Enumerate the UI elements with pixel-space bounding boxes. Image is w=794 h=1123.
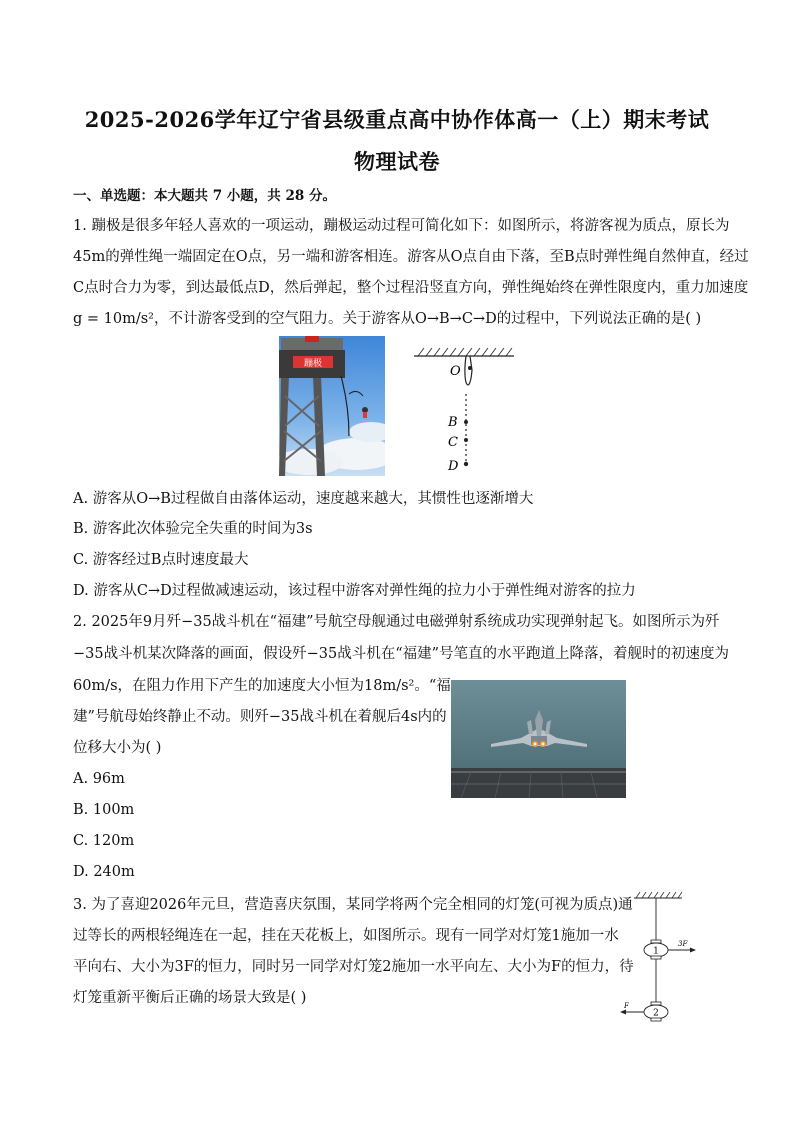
q3-line: 3. 为了喜迎2026年元旦，营造喜庆氛围，某同学将两个完全相同的灯笼(可视为质点)通: [73, 897, 633, 913]
q1-option-a: A. 游客从O→B过程做自由落体运动，速度越来越大，其惯性也逐渐增大: [73, 491, 534, 507]
q2-line: 位移大小为( ): [73, 740, 162, 756]
force-f-label: F: [624, 1002, 629, 1010]
q2-option-b: B. 100m: [73, 802, 135, 818]
point-o-label: O: [450, 364, 461, 379]
exam-title: 2025-2026学年辽宁省县级重点高中协作体高一（上）期末考试: [84, 107, 710, 132]
q2-option-d: D. 240m: [73, 864, 135, 880]
q3-line: 灯笼重新平衡后正确的场景大致是( ): [73, 990, 307, 1006]
point-c-label: C: [448, 435, 458, 450]
q2-line: 60m/s，在阻力作用下产生的加速度大小恒为18m/s²。“福: [73, 678, 451, 694]
point-b-label: B: [448, 415, 458, 430]
q1-line: 1. 蹦极是很多年轻人喜欢的一项运动，蹦极运动过程可简化如下：如图所示，将游客视为质点，原长为: [73, 218, 730, 234]
q2-line: 2. 2025年9月歼−35战斗机在“福建”号航空母舰通过电磁弹射系统成功实现弹射起飞。如图所示为歼: [73, 614, 720, 630]
section-heading: 一、单选题：本大题共 7 小题，共 28 分。: [73, 188, 336, 204]
q1-line: C点时合力为零，到达最低点D，然后弹起，整个过程沿竖直方向，弹性绳始终在弹性限度内，重力加速度: [73, 280, 749, 296]
bungee-diagram: [410, 346, 520, 476]
q1-line: g = 10m/s²，不计游客受到的空气阻力。关于游客从O→B→C→D的过程中，下列说法正确的是( ): [73, 311, 702, 327]
q3-line: 过等长的两根轻绳连在一起，挂在天花板上，如图所示。现有一同学对灯笼1施加一水: [73, 928, 619, 944]
point-d-label: D: [448, 459, 459, 474]
lantern-diagram: [616, 890, 700, 1024]
exam-subtitle: 物理试卷: [354, 149, 440, 174]
lantern-1-label: 1: [653, 946, 659, 957]
q1-option-c: C. 游客经过B点时速度最大: [73, 552, 249, 568]
jet-landing-photo: [451, 680, 626, 798]
q1-option-b: B. 游客此次体验完全失重的时间为3s: [73, 521, 313, 537]
bungee-photo: [279, 336, 385, 476]
q1-line: 45m的弹性绳一端固定在O点，另一端和游客相连。游客从O点自由下落，至B点时弹性绳自然伸直，经过: [73, 249, 749, 265]
q2-line: −35战斗机某次降落的画面，假设歼−35战斗机在“福建”号笔直的水平跑道上降落，着舰时的初速度为: [73, 646, 730, 662]
q2-option-c: C. 120m: [73, 833, 135, 849]
bungee-sign-text: 蹦极: [303, 359, 323, 369]
q2-option-a: A. 96m: [73, 771, 125, 787]
q2-line: 建”号航母始终静止不动。则歼−35战斗机在着舰后4s内的: [73, 709, 447, 725]
q1-option-d: D. 游客从C→D过程做减速运动，该过程中游客对弹性绳的拉力小于弹性绳对游客的拉力: [73, 583, 636, 599]
force-3f-label: 3F: [678, 940, 688, 948]
q3-line: 平向右、大小为3F的恒力，同时另一同学对灯笼2施加一水平向左、大小为F的恒力，待: [73, 959, 634, 975]
lantern-2-label: 2: [653, 1008, 659, 1019]
